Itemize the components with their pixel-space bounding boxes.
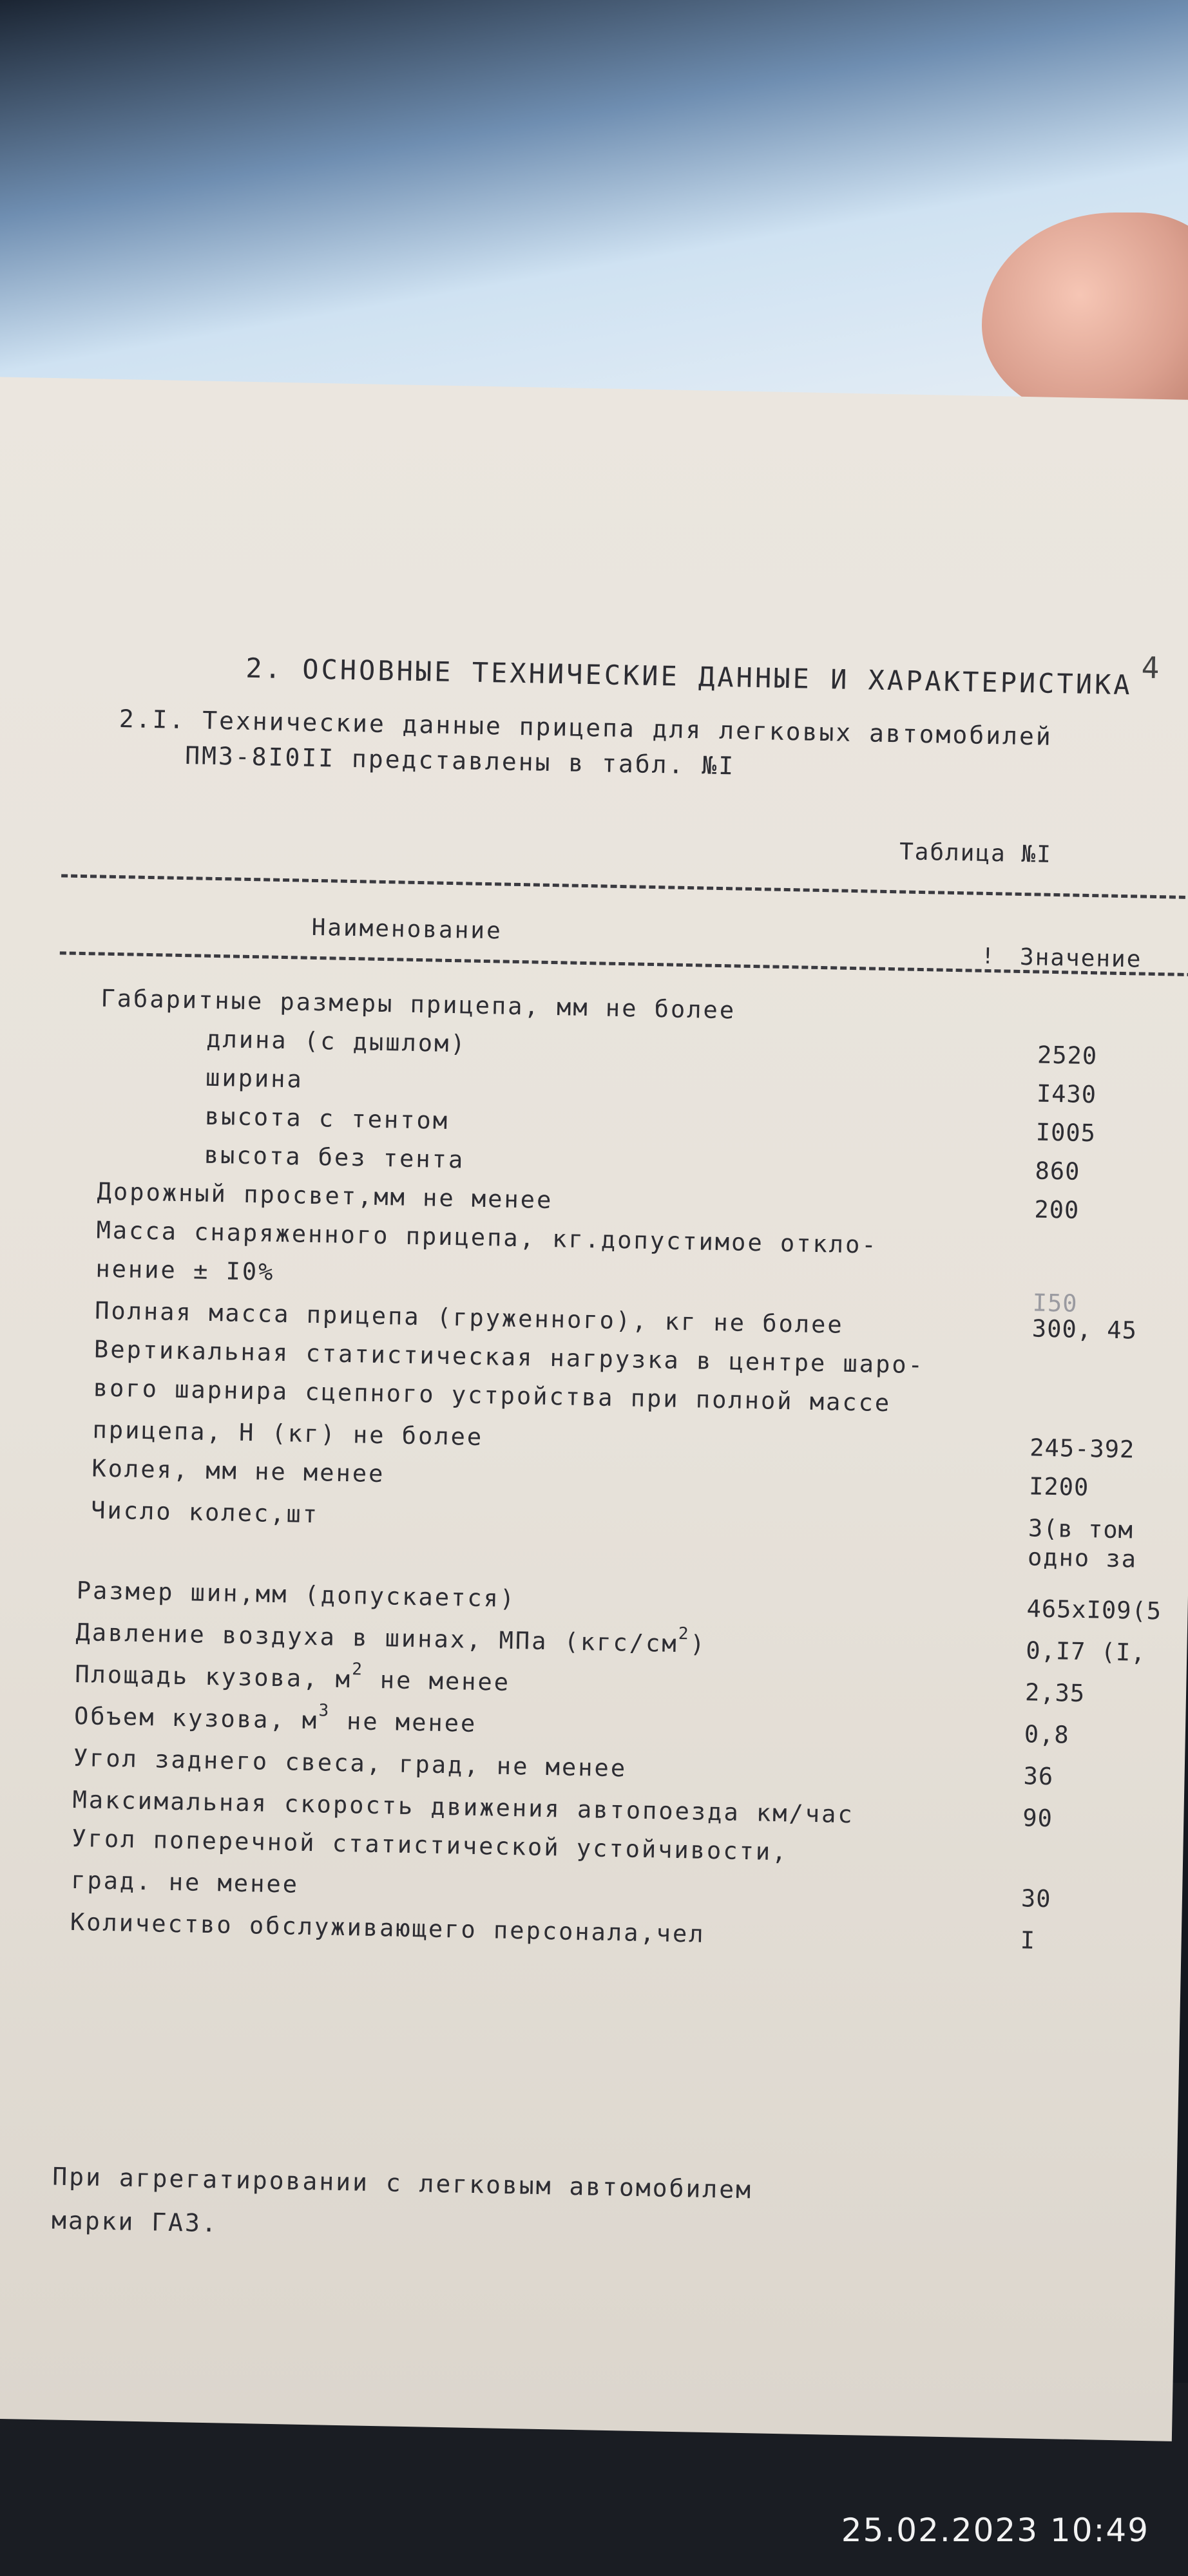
column-header-value: Значение <box>1019 943 1142 973</box>
spec-row-value: 36 <box>1023 1762 1054 1791</box>
spec-row-name <box>204 1141 465 1174</box>
spec-row-value: I005 <box>1035 1118 1097 1148</box>
spec-row-name <box>95 1255 275 1285</box>
spec-row-name-tail: не менее <box>330 1707 477 1738</box>
spec-row-value: 200 <box>1034 1195 1080 1224</box>
spec-row-value: I <box>1020 1926 1036 1955</box>
spec-row-value: 0,8 <box>1024 1720 1070 1749</box>
spec-row-name-text: прицепа, Н (кг) не более <box>92 1416 484 1452</box>
spec-row-name-text: Колея, мм не менее <box>91 1454 385 1488</box>
spec-row-value: 2,35 <box>1024 1678 1086 1708</box>
spec-row-name-text: Объем кузова, м <box>73 1701 319 1735</box>
spec-row-name <box>76 1577 516 1613</box>
document-page <box>0 377 1188 2441</box>
spec-row-name <box>72 1824 789 1866</box>
spec-row-name <box>205 1103 450 1135</box>
spec-row-name <box>72 1786 854 1828</box>
spec-row-name-text: Давление воздуха в шинах, МПа (кгс/см <box>75 1618 679 1658</box>
spec-row-name-text: Число колес,шт <box>90 1496 320 1529</box>
spec-row-name-text: Габаритные размеры прицепа, мм не более <box>101 984 736 1025</box>
photo-timestamp: 25.02.2023 10:49 <box>841 2512 1149 2549</box>
column-header-name: Наименование <box>311 914 503 945</box>
superscript: 3 <box>318 1701 331 1721</box>
spec-row-name <box>74 1702 477 1738</box>
spec-row-name-text: высота с тентом <box>204 1102 450 1135</box>
spec-row-name-text: Дорожный просвет,мм не менее <box>97 1177 553 1215</box>
spec-row-name <box>71 1866 300 1899</box>
spec-row-name <box>94 1335 925 1379</box>
intro-text <box>118 701 1053 790</box>
spec-row-name-tail: не менее <box>363 1665 511 1696</box>
spec-row-name-text: Масса снаряженного прицепа, кг.допустимое откло- <box>96 1216 879 1259</box>
spec-row-name-text: Площадь кузова, м <box>74 1660 352 1694</box>
spec-row-name-text: Размер шин,мм (допускается) <box>76 1577 517 1613</box>
superscript: 2 <box>351 1660 365 1680</box>
spec-row-name <box>93 1374 891 1417</box>
spec-row-value: I430 <box>1036 1079 1097 1109</box>
footnote-line-1: При агрегатировании с легковым автомобилем <box>52 2162 753 2204</box>
spec-row-value: 465хI09(5 <box>1026 1595 1162 1625</box>
spec-row-name-text: град. не менее <box>70 1866 300 1899</box>
spec-row-name <box>96 1217 878 1259</box>
spec-row-name-text: Вертикальная статистическая нагрузка в центре шаро- <box>93 1335 925 1379</box>
spec-row-value: 90 <box>1022 1804 1053 1833</box>
spec-row-name-text: Количество обслуживающего персонала,чел <box>70 1908 705 1948</box>
spec-row-value: 245-392 <box>1029 1434 1135 1464</box>
spec-row-value: 300, 45 <box>1031 1314 1138 1345</box>
spec-row-name <box>101 985 736 1025</box>
spec-row-name-text: Максимальная скорость движения автопоезда км/час <box>72 1785 855 1829</box>
footnote-line-2: марки ГАЗ. <box>51 2206 219 2238</box>
intro-line-2: ПМЗ-8I0II представлены в табл. №I <box>184 741 736 781</box>
spec-row-name <box>206 1064 303 1094</box>
spec-row-name-text: Полная масса прицепа (груженного), кг не более <box>94 1296 845 1339</box>
table-rule-header <box>60 951 1188 976</box>
superscript: 2 <box>678 1624 691 1644</box>
spec-row-name-text: высота без тента <box>204 1141 465 1174</box>
page-number: 4 <box>1141 650 1161 686</box>
spec-row-name <box>70 1908 705 1948</box>
column-separator: ! <box>981 943 996 970</box>
table-rule-top <box>61 874 1188 899</box>
spec-row-value: I200 <box>1028 1472 1089 1502</box>
spec-row-name-tail: ) <box>689 1630 707 1658</box>
spec-row-name-text: Угол заднего свеса, град, не менее <box>73 1743 628 1783</box>
spec-row-value: 3(в том <box>1028 1514 1134 1544</box>
spec-row-name <box>92 1416 483 1451</box>
spec-row-name <box>75 1660 511 1696</box>
spec-row-name <box>95 1296 844 1338</box>
spec-row-name <box>97 1178 553 1215</box>
spec-row-name-text: вого шарнира сцепного устройства при полной массе <box>93 1374 892 1417</box>
mass-value: I50 <box>1032 1289 1078 1318</box>
spec-row-name-text: Угол поперечной статистической устойчивости, <box>72 1824 789 1866</box>
section-heading: 2. ОСНОВНЫЕ ТЕХНИЧЕСКИЕ ДАННЫЕ И ХАРАКТЕРИСТИКА <box>245 652 1133 701</box>
spec-row-value: 860 <box>1035 1157 1080 1186</box>
spec-row-name <box>73 1744 627 1782</box>
spec-row-value: 2520 <box>1037 1041 1098 1070</box>
spec-row-name <box>91 1496 320 1528</box>
table-label: Таблица №I <box>899 838 1053 868</box>
intro-line-1: 2.I. Технические данные прицепа для легковых автомобилей <box>119 705 1053 751</box>
spec-row-name-text: длина (с дышлом) <box>206 1025 468 1058</box>
spec-row-name-text: нение ± I0% <box>95 1255 275 1286</box>
spec-row-name <box>75 1618 707 1658</box>
spec-row-name <box>206 1025 467 1058</box>
spec-row-name-text: ширина <box>205 1063 304 1094</box>
spec-row-name <box>91 1454 385 1488</box>
spec-row-value-continued: одно за <box>1027 1543 1138 1573</box>
spec-row-value: 0,I7 (I, <box>1025 1636 1146 1667</box>
spec-row-value: 30 <box>1020 1884 1051 1913</box>
